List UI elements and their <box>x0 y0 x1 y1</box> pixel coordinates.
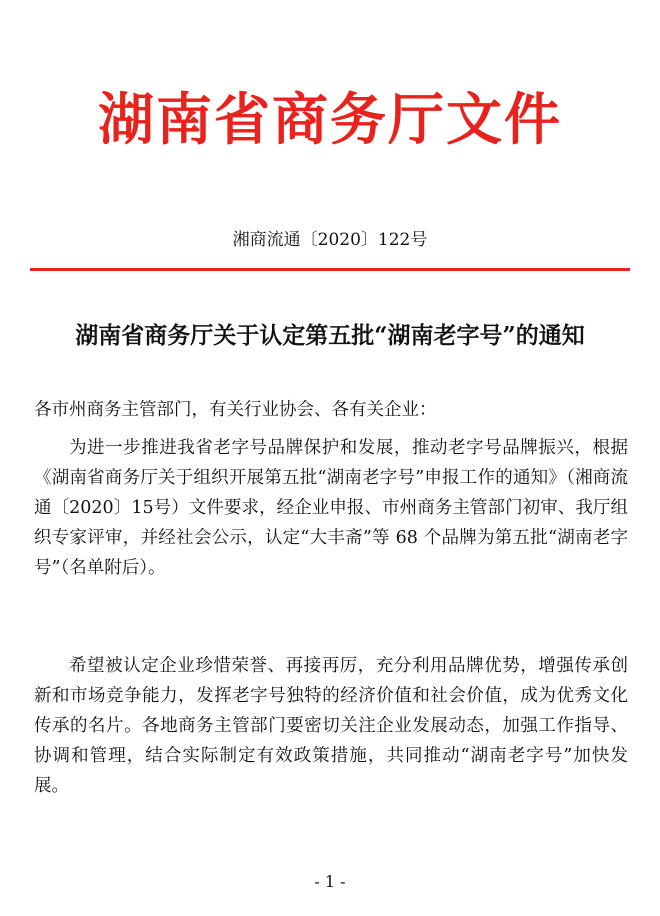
salutation: 各市州商务主管部门，有关行业协会、各有关企业： <box>34 400 437 420</box>
red-rule <box>30 268 630 271</box>
doc-number: 湘商流通〔2020〕122号 <box>232 230 428 250</box>
page-number: - 1 - <box>314 872 346 891</box>
doc-title: 湖南省商务厅关于认定第五批“湖南老字号”的通知 <box>75 322 585 349</box>
masthead: 湖南省商务厅文件 <box>98 87 562 153</box>
body-paragraph: 为进一步推进我省老字号品牌保护和发展，推动老字号品牌振兴，根据《湖南省商务厅关于组织开展第五批“湖南老字号”申报工作的通知》（湘商流通〔2020〕15号）文件要求，经企业申报、市州商务主管部门初审、我厅组织专家评审，并经社会公示，认定“大丰斋”等 68 个品牌为第五批“湖南老字号”（名单附后）。 <box>34 438 628 578</box>
body-paragraph: 希望被认定企业珍惜荣誉、再接再厉，充分利用品牌优势，增强传承创新和市场竞争能力，发挥老字号独特的经济价值和社会价值，成为优秀文化传承的名片。各地商务主管部门要密切关注企业发展动态，加强工作指导、协调和管理，结合实际制定有效政策措施，共同推动“湖南老字号”加快发展。 <box>34 656 628 796</box>
